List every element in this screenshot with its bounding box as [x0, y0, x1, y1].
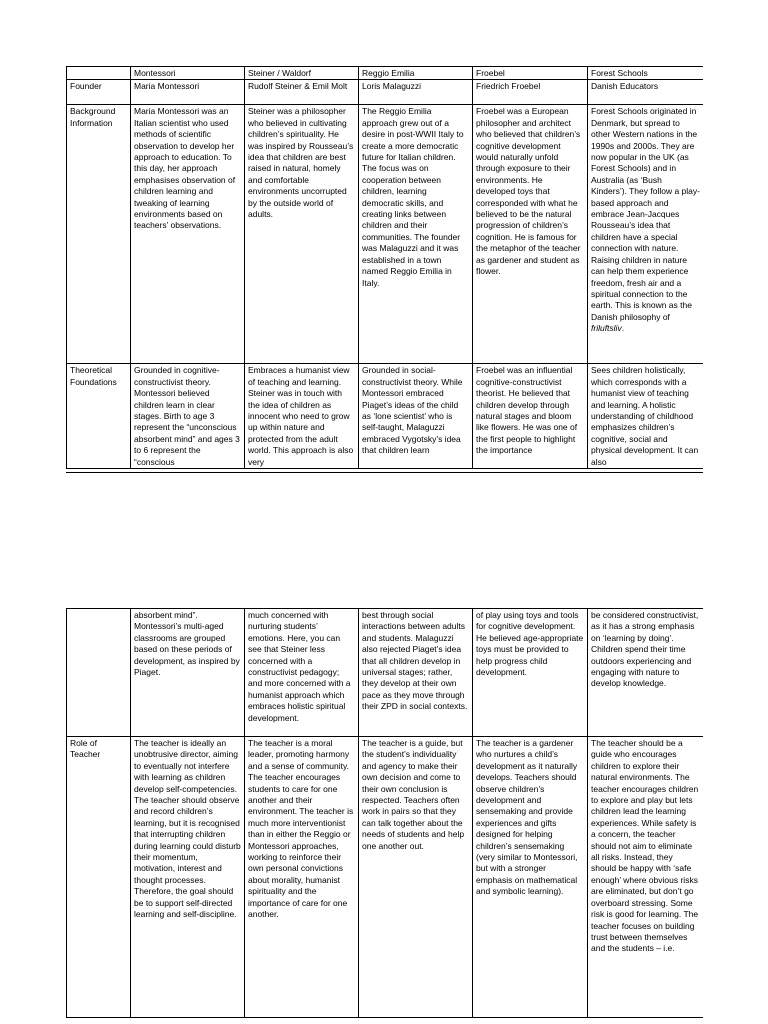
header-steiner: Steiner / Waldorf — [245, 67, 359, 80]
teacher-forest: The teacher should be a guide who encourages children to explore their natural environments. The teacher encourages children to explore and play but lets children lead the learning experiences. While safety is a concern, the teacher should not aim to eliminate all risks. Instead, they should be happy with ‘safe enough’ where obvious risks are eliminated, but don’t go overboard stressing. Some risk is good for learning. The teacher focuses on building trust between themselves and the students – i.e. — [588, 737, 704, 1019]
header-reggio: Reggio Emilia — [359, 67, 473, 80]
teacher-montessori: The teacher is ideally an unobtrusive director, aiming to eventually not interfere with learning as children develop self-competencies. The teacher should observe and record children’s learning, but it is recognised that interrupting children during learning could disturb their momentum, motivation, interest and thought processes. Therefore, the goal should be to support self-directed learning and self-discipline. — [131, 737, 245, 1019]
theory-steiner: Embraces a humanist view of teaching and learning. Steiner was in touch with the idea of children as innocent who need to grow up within nature and protected from the adult world. This approach is also very — [245, 364, 359, 469]
theory-cont-froebel: of play using toys and tools for cognitive development. He believed age-appropriate toys must be provided to help progress child development. — [473, 609, 588, 737]
theory-montessori: Grounded in cognitive-constructivist theory. Montessori believed children learn in clear stages. Birth to age 3 represent the “unconscious absorbent mind” and ages 3 to 6 represent the “conscious — [131, 364, 245, 469]
theory-continued-row — [67, 609, 704, 737]
comparison-table-page-2 — [66, 608, 703, 1018]
theory-forest: Sees children holistically, which corresponds with a humanist view of teaching and learning. A holistic understanding of childhood emphasizes children’s cognitive, social and physical development. It can also — [588, 364, 704, 469]
theory-continued-label — [67, 609, 131, 737]
founder-steiner: Rudolf Steiner & Emil Molt — [245, 80, 359, 105]
founder-forest: Danish Educators — [588, 80, 704, 105]
founder-froebel: Friedrich Froebel — [473, 80, 588, 105]
friluftsliv-term: friluftsliv — [591, 323, 622, 334]
theory-cont-montessori: absorbent mind”. Montessori’s multi-aged classrooms are grouped based on these periods of development, as inspired by Piaget. — [131, 609, 245, 737]
header-froebel: Froebel — [473, 67, 588, 80]
background-forest-text: Forest Schools originated in Denmark, but spread to other Western nations in the 1990s and 2000s. They are now popular in the UK (as Forest Schools) and in Australia (as ‘Bush Kinders’). They follow a play-based approach and embrace Jean-Jacques Rousseau’s idea that children have a special connection with nature. Raising children in nature can help them experience freedom, fresh air and a spiritual connection to the earth. This is known as the Danish philosophy of — [591, 106, 700, 322]
theory-row — [67, 364, 704, 469]
founder-label: Founder — [67, 80, 131, 105]
theory-cont-steiner: much concerned with nurturing students’ emotions. Here, you can see that Steiner less concerned with a constructivist pedagogy; and more concerned with a humanist approach which embraces holistic spiritual development. — [245, 609, 359, 737]
comparison-table-page-1 — [66, 66, 703, 473]
background-montessori: Maria Montessori was an Italian scientist who used methods of scientific observation to develop her approach to education. To this day, her approach emphasises observation of children learning and tweaking of learning environments based on teachers’ observations. — [131, 105, 245, 364]
theory-label: Theoretical Foundations — [67, 364, 131, 469]
header-cell-empty — [67, 67, 131, 80]
comparison-table-continued — [66, 608, 703, 1018]
background-reggio: The Reggio Emilia approach grew out of a desire in post-WWII Italy to create a more democratic future for Italian children. The focus was on cooperation between children, learning democratic skills, and creating links between children and their communities. The founder was Malaguzzi and it was established in a town named Reggio Emilia in Italy. — [359, 105, 473, 364]
teacher-steiner: The teacher is a moral leader, promoting harmony and a sense of community. The teacher encourages students to care for one another and their environment. The teacher is much more interventionist than in either the Reggio or Montessori approaches, working to reinforce their own personal convictions about morality, humanist spirituality and the importance of care for one another. — [245, 737, 359, 1019]
background-forest-end: . — [621, 323, 625, 334]
theory-cont-reggio: best through social interactions between adults and students. Malaguzzi also rejected Piaget’s idea that all children develop in universal stages; rather, they develop at their own pace as they move through their ZPD in social contexts. — [359, 609, 473, 737]
header-forest-schools: Forest Schools — [588, 67, 704, 80]
background-label: Background Information — [67, 105, 131, 364]
theory-reggio: Grounded in social-constructivist theory. While Montessori embraced Piaget’s ideas of the child as ‘lone scientist’ who is self-taught, Malaguzzi embraced Vygotsky’s idea that children learn — [359, 364, 473, 469]
founder-montessori: Maria Montessori — [131, 80, 245, 105]
background-row — [67, 105, 704, 364]
comparison-table — [66, 66, 703, 469]
teacher-label: Role of Teacher — [67, 737, 131, 1019]
theory-cont-forest: be considered constructivist, as it has a strong emphasis on ‘learning by doing’. Children spend their time outdoors experiencing and engaging with nature to develop knowledge. — [588, 609, 704, 737]
teacher-reggio: The teacher is a guide, but the student’s individuality and agency to make their own decision and come to their own conclusion is respected. Teachers often work in pairs so that they can talk together about the needs of students and help one another out. — [359, 737, 473, 1019]
founder-reggio: Loris Malaguzzi — [359, 80, 473, 105]
background-steiner: Steiner was a philosopher who believed in cultivating children’s spirituality. He was inspired by Rousseau’s idea that children are best raised in natural, homely and comfortable environments uncorrupted by the outside world of adults. — [245, 105, 359, 364]
background-forest — [588, 105, 704, 364]
header-row — [67, 67, 704, 80]
background-froebel: Froebel was a European philosopher and architect who believed that children’s cognitive development would naturally unfold through exposure to their environments. He developed toys that corresponded with what he believed to be the natural progression of children’s cognition. He is famous for the metaphor of the teacher as gardener and student as flower. — [473, 105, 588, 364]
teacher-froebel: The teacher is a gardener who nurtures a child’s development as it naturally develops. Teachers should observe children’s development and sensemaking and provide experiences and gifts designed for helping children’s sensemaking (very similar to Montessori, but with a stronger emphasis on mathematical and symbolic learning). — [473, 737, 588, 1019]
founder-row — [67, 80, 704, 105]
theory-froebel: Froebel was an influential cognitive-constructivist theorist. He believed that children develop through natural stages and bloom like flowers. He was one of the first people to highlight the importance — [473, 364, 588, 469]
teacher-row — [67, 737, 704, 1019]
header-montessori: Montessori — [131, 67, 245, 80]
